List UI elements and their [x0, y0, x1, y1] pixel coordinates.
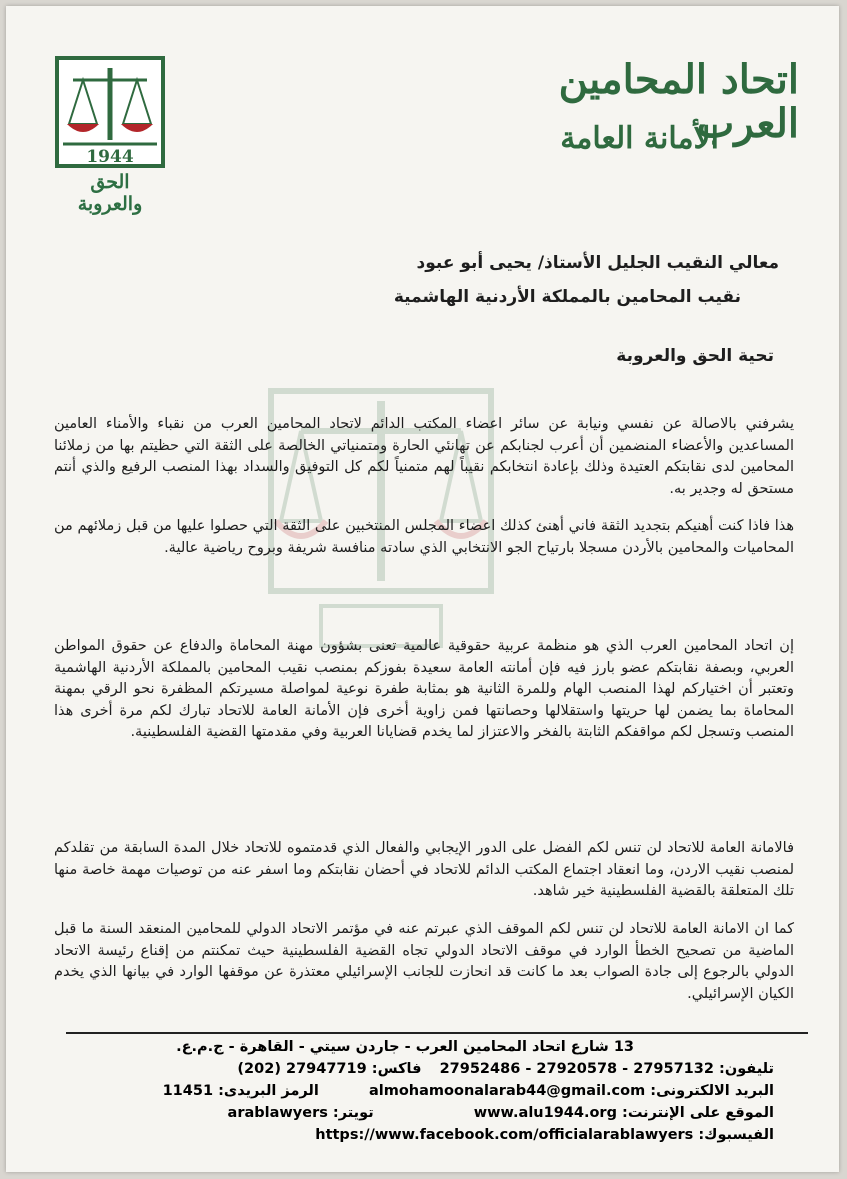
footer-address: 13 شارع اتحاد المحامين العرب - جاردن سيتي - القاهرة - ج.م.ع. [176, 1039, 634, 1055]
fax-number: (202) 27947719 [237, 1061, 367, 1077]
organization-name: اتحاد المحامين العرب [558, 56, 799, 147]
scales-logo-icon [55, 56, 165, 168]
website-link[interactable]: www.alu1944.org [473, 1105, 617, 1121]
body-paragraph-4: فالامانة العامة للاتحاد لن تنس لكم الفضل على الدور الإيجابي والفعال الذي قدمتموه للاتحاد خلال المدة السابقة من تقلدكم لمنصب نقيب الاردن، وما انعقاد اجتماع المكتب الدائم للاتحاد في أحضان نقابتكم وما اسفر عنه من توصيات مهمة خاصة منها تلك المتعلقة بالقضية الفلسطينية خير شاهد. [54, 840, 794, 899]
footer-email-row [34, 1080, 794, 1102]
logo-year: 1944 [86, 147, 134, 167]
footer-web-row [34, 1102, 794, 1124]
recipient-title: نقيب المحامين بالمملكة الأردنية الهاشمية [393, 287, 741, 307]
logo-caption: الحق والعروبة [77, 171, 143, 215]
footer-contact [34, 1036, 794, 1146]
phone-label: تليفون: [719, 1061, 774, 1077]
body-paragraph-5: كما ان الامانة العامة للاتحاد لن تنس لكم الموقف الذي عبرتم عنه في مؤتمر الاتحاد الدولي للمحامين المنعقد السنة ما قبل الماضية من تصحيح الخطأ الوارد في موقف الاتحاد الدولي تجاه القضية الفلسطينية حيث تمكنتم من إقناع رئيسة الاتحاد الدولي بالرجوع إلى جادة الصواب بعد ما كانت قد انحازت للجانب الإسرائيلي معتذرة عن موقفها الوارد في بيانها الذي يخدم الكيان الإسرائيلي. [54, 921, 794, 1002]
greeting: تحية الحق والعروبة [616, 346, 774, 366]
body-paragraph-1: يشرفني بالاصالة عن نفسي ونيابة عن سائر اعضاء المكتب الدائم لاتحاد المحامين العرب من نقباء والأمناء العامين المساعدين والأعضاء المنضمين أن أعرب لجنابكم عن تهانئي الحارة ومتمنياتي الخالصة على الثقة التي حظيتم بها من زملائنا المحامين لدى نقابتكم العتيدة وذلك بإعادة انتخابكم نقيباً لهم متمنياً لكم كل التوفيق والسداد بهذا المنصب الرفيع والذي أنتم مستحق له وجدير به. [54, 416, 794, 497]
organization-subtitle: الأمانة العامة [560, 121, 719, 156]
footer-facebook-row [34, 1124, 794, 1146]
footer-divider [66, 1032, 808, 1034]
fax-label: فاكس: [371, 1061, 422, 1077]
postal-code: 11451 [162, 1083, 214, 1099]
recipient-block [219, 246, 779, 314]
twitter-handle[interactable]: arablawyers [227, 1105, 328, 1121]
facebook-link[interactable]: https://www.facebook.com/officialarablawyers [315, 1127, 694, 1143]
body-paragraph-2: هذا فاذا كنت أهنيكم بتجديد الثقة فاني أهنئ كذلك اعضاء المجلس المنتخبين على الثقة التي حصلوا عليها من قبل زملائهم من المحاميات والمحامين بالأردن مسجلا بارتياح الجو الانتخابي الذي سادته منافسة شريفة وبروح رياضية عالية. [54, 518, 794, 556]
website-label: الموقع على الإنترنت: [622, 1105, 774, 1121]
footer-phone-row [34, 1058, 794, 1080]
body-paragraph-3: إن اتحاد المحامين العرب الذي هو منظمة عربية حقوقية عالمية تعنى بشؤون مهنة المحاماة والدفاع عن حقوق المواطن العربي، وبصفة نقابتكم عضو بارز فيه فإن أمانته العامة سعيدة بفوزكم بمنصب نقيب المحامين بالمملكة الأردنية الهاشمية وتعتبر أن اختياركم لهذا المنصب الهام وللمرة الثانية هو بمثابة طفرة نوعية لمواصلة مسيرتكم المظفرة نحو الرقي بمهنة المحاماة بما يضمن لها حريتها واستقلالها وحصانتها فمن زاوية أخرى فإن الأمانة العامة للاتحاد تبارك لكم مرة أخرى هذا المنصب وتسجل لكم مواقفكم الثابتة بالفخر والاعتزاز لما يخدم قضايانا العربية وفي مقدمتها القضية الفلسطينية. [54, 638, 794, 740]
twitter-label: تويتر: [332, 1105, 374, 1121]
letter-page [6, 6, 839, 1172]
facebook-label: الفيسبوك: [698, 1127, 774, 1143]
recipient-name: معالي النقيب الجليل الأستاذ/ يحيى أبو عبود [416, 253, 779, 273]
postal-label: الرمز البريدى: [218, 1083, 319, 1099]
email-link[interactable]: almohamoonalarab44@gmail.com [368, 1083, 646, 1099]
email-label: البريد الالكترونى: [650, 1083, 774, 1099]
phone-numbers: 27952486 - 27920578 - 27957132 [439, 1061, 714, 1077]
